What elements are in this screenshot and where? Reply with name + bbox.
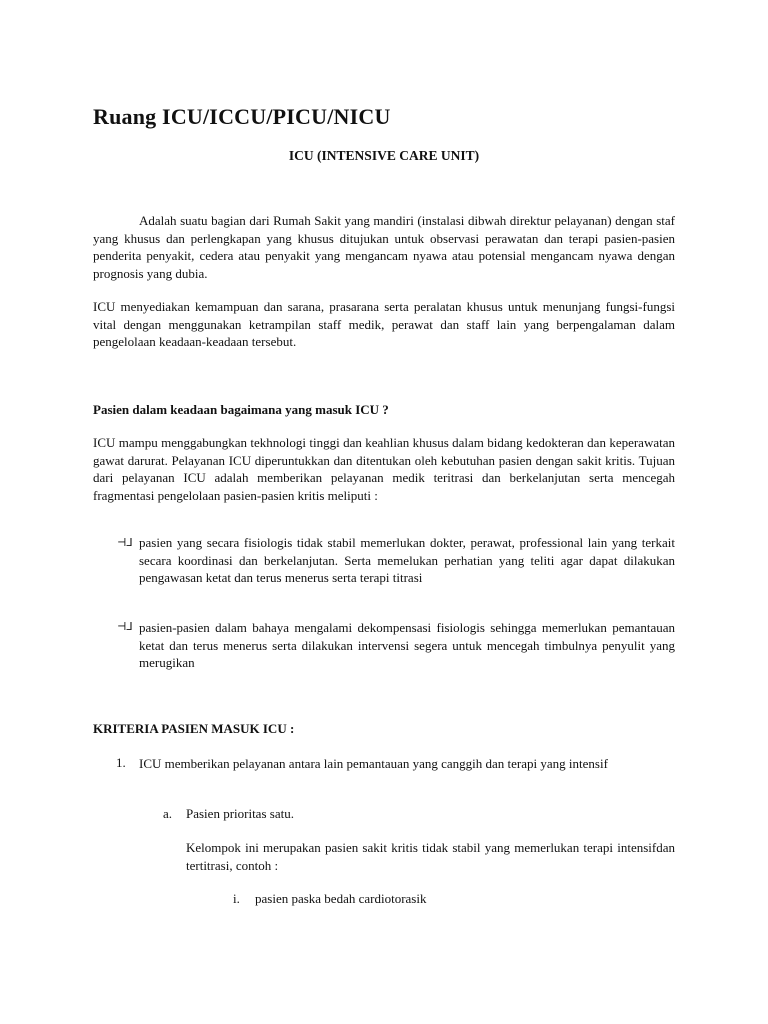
paragraph-icu-services: ICU mampu menggabungkan tekhnologi tinggi dan keahlian khusus dalam bidang kedokteran dan keperawatan gawat darurat. Pelayanan ICU diperuntukkan dan ditentukan oleh kebutuhan pasien dengan sakit kritis. Tujuan dari pelayanan ICU adalah memberikan pelayanan medik teritrasi dan berkelanjutan serta mencegah fragmentasi pengelolaan pasien-pasien kritis meliputi :	[93, 435, 675, 503]
list-item: pasien paska bedah cardiotorasik	[255, 891, 427, 906]
list-item: Pasien prioritas satu.	[186, 806, 294, 821]
bullet-icon: ⊣⅃	[117, 621, 133, 633]
list-number: 1.	[116, 755, 126, 770]
list-roman: i.	[233, 891, 240, 906]
paragraph-capabilities: ICU menyediakan kemampuan dan sarana, prasarana serta peralatan khusus untuk menunjang fungsi-fungsi vital dengan menggunakan ketrampilan staff medik, perawat dan staff lain yang berpengalaman dalam pengelolaan keadaan-keadaan tersebut.	[93, 299, 675, 349]
paragraph-definition: Adalah suatu bagian dari Rumah Sakit yang mandiri (instalasi dibwah direktur pelayanan) dengan staf yang khusus dan perlengkapan yang khusus ditujukan untuk observasi perawatan dan terapi pasien-pasien penderita penyakit, cedera atau penyakit yang mengancam nyawa atau potensial mengancam nyawa dengan prognosis yang dubia.	[93, 213, 675, 281]
list-letter: a.	[163, 806, 173, 821]
section-heading-patients: Pasien dalam keadaan bagaimana yang masuk ICU ?	[93, 402, 389, 417]
bullet-item: pasien-pasien dalam bahaya mengalami dekompensasi fisiologis sehingga memerlukan pemantauan ketat dan terus menerus serta dilakukan intervensi segera untuk mencegah timbulnya penyulit yang merugikan	[139, 620, 675, 670]
section-subtitle: ICU (INTENSIVE CARE UNIT)	[288, 148, 480, 163]
list-item: ICU memberikan pelayanan antara lain pemantauan yang canggih dan terapi yang intensif	[139, 756, 608, 771]
bullet-item: pasien yang secara fisiologis tidak stabil memerlukan dokter, perawat, professional lain yang terkait secara koordinasi dan berkelanjutan. Serta memelukan perhatian yang teliti agar dapat dilakukan pengawasan ketat dan terus menerus serta terapi titrasi	[139, 535, 675, 585]
section-heading-criteria: KRITERIA PASIEN MASUK ICU :	[93, 721, 295, 736]
bullet-icon: ⊣⅃	[117, 537, 133, 549]
paragraph-priority-group: Kelompok ini merupakan pasien sakit kritis tidak stabil yang memerlukan terapi intensifdan tertitrasi, contoh :	[186, 840, 675, 873]
document-title: Ruang ICU/ICCU/PICU/NICU	[93, 104, 391, 129]
